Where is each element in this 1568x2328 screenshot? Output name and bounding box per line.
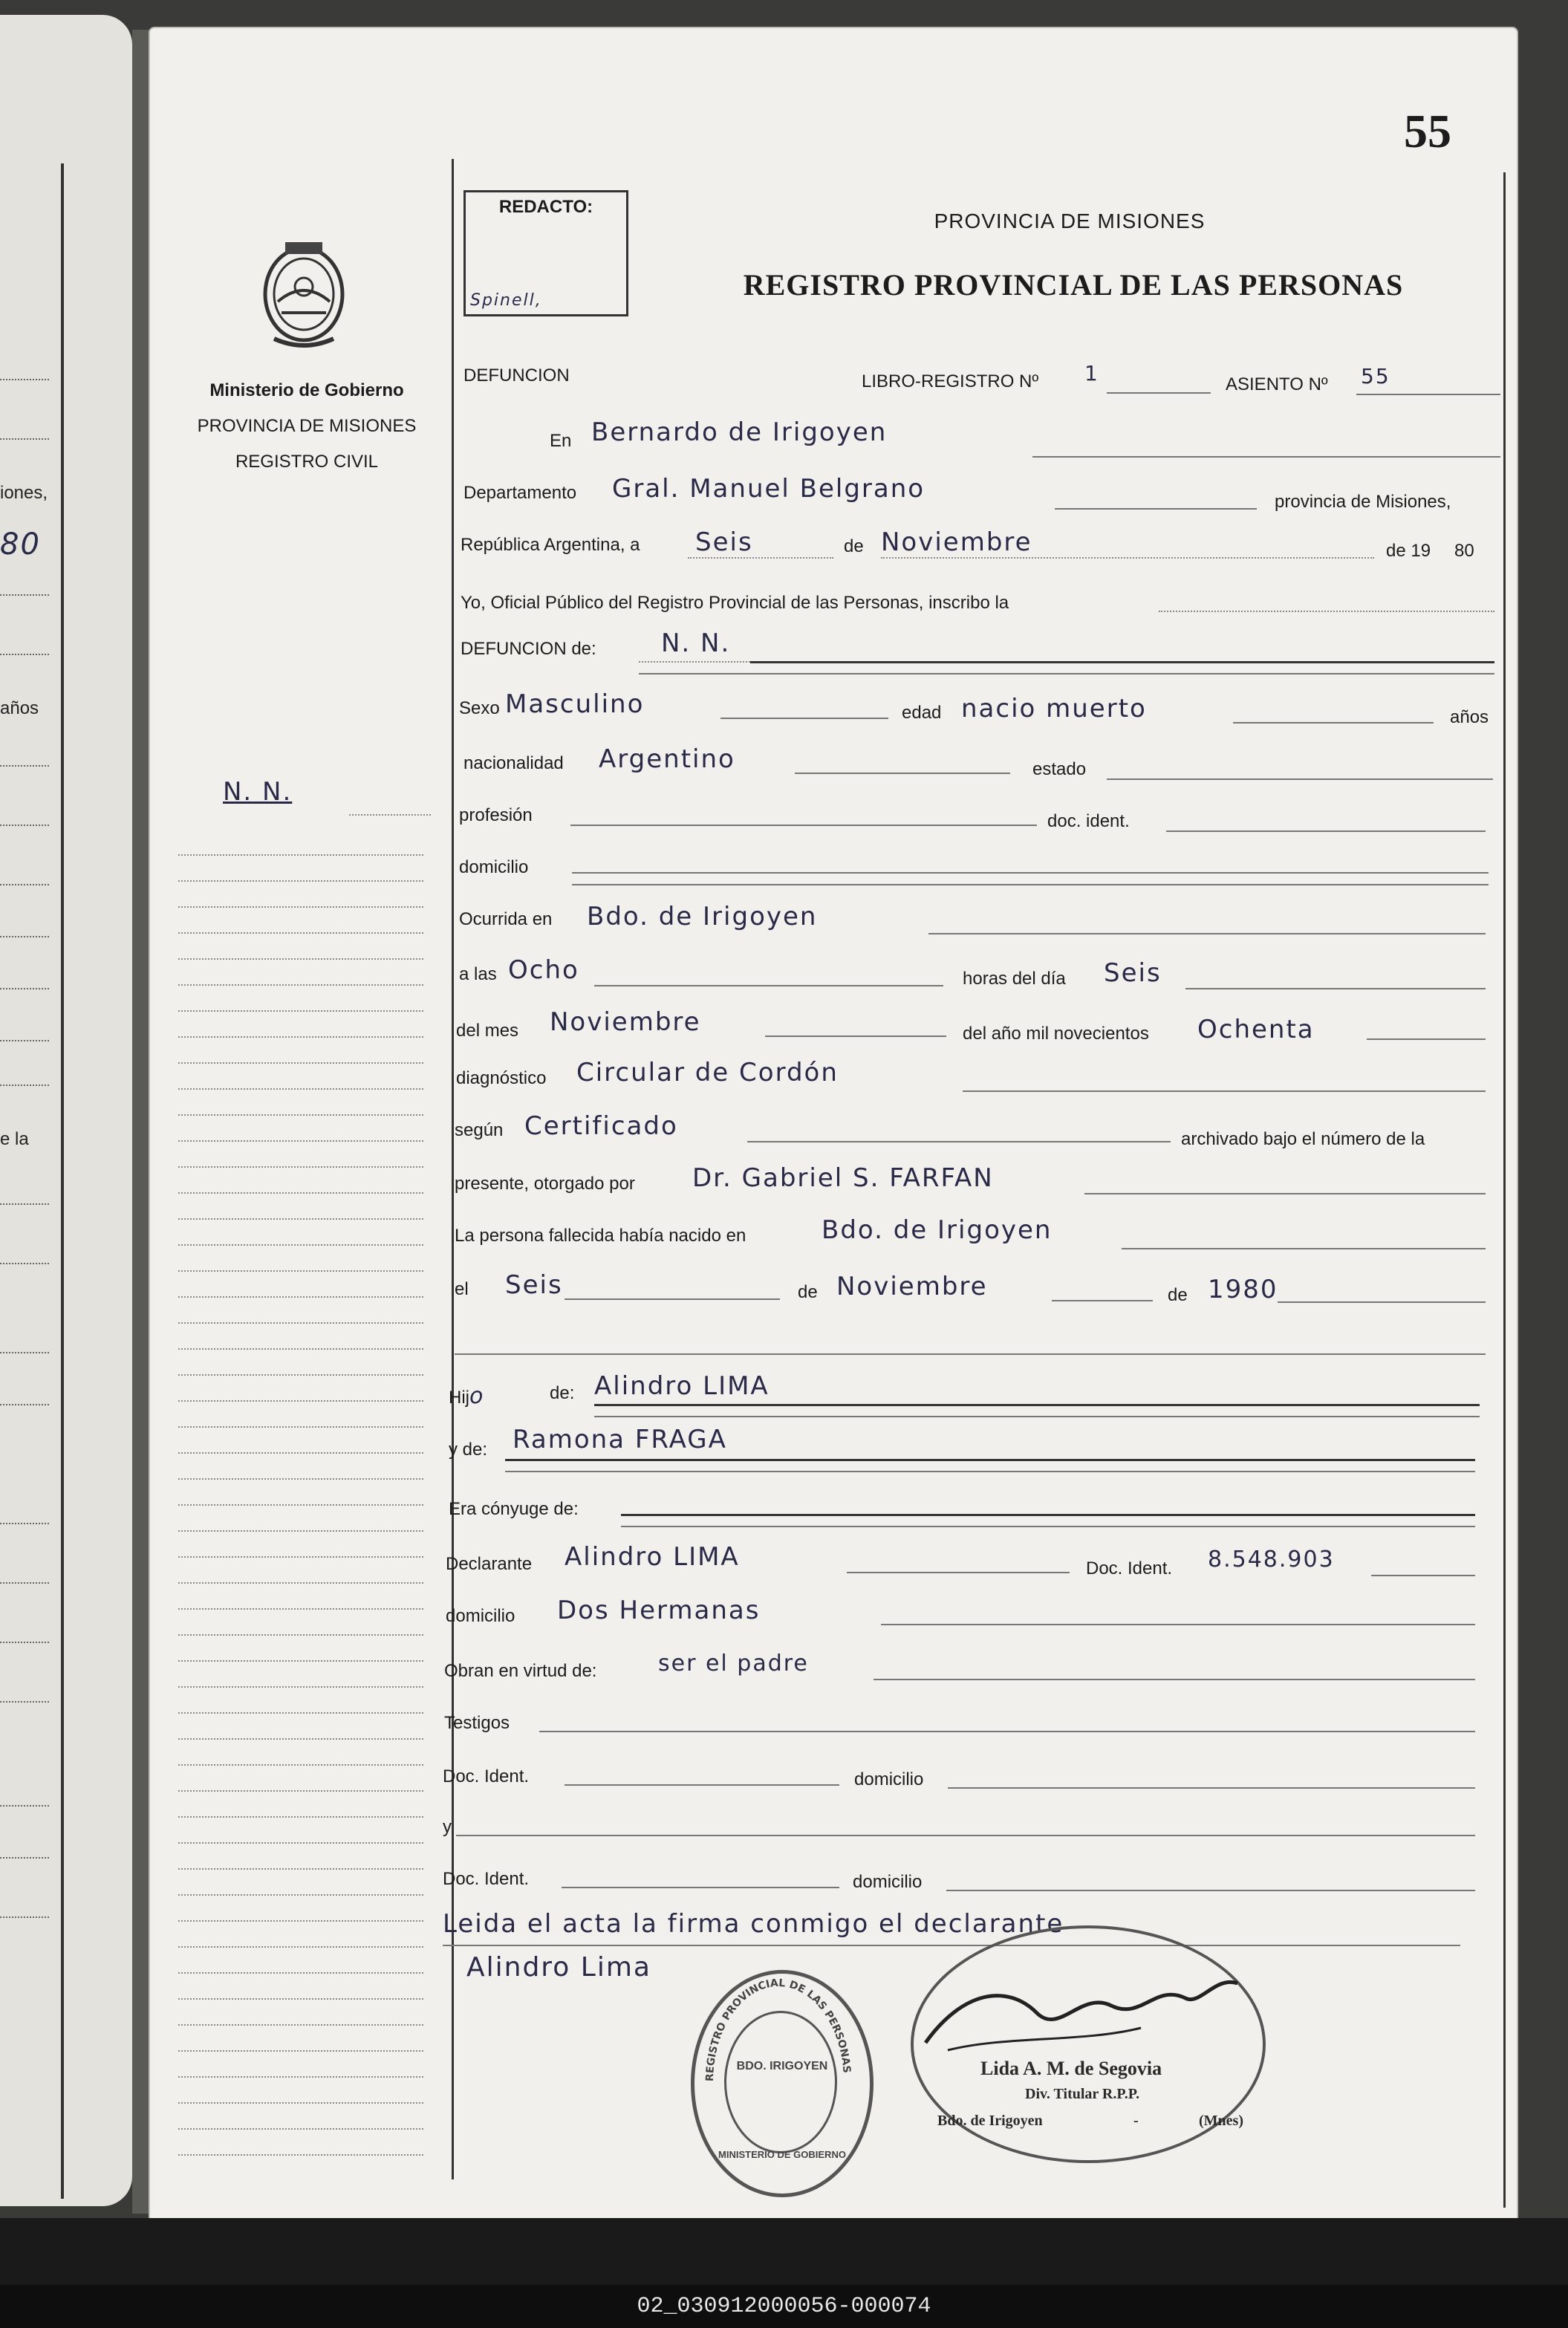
segun-value: Certificado	[524, 1111, 678, 1141]
margin-dotted-line	[178, 1374, 423, 1376]
left-facing-page	[0, 15, 132, 2206]
redacto-box	[463, 190, 628, 316]
el-de-label-2: de	[1168, 1285, 1188, 1305]
margin-dotted-line	[178, 880, 423, 882]
edad-line	[1233, 722, 1434, 724]
margin-dots	[349, 814, 431, 816]
left-page-line	[0, 1857, 49, 1859]
margin-dotted-line	[178, 2076, 423, 2078]
departamento-value: Gral. Manuel Belgrano	[612, 474, 925, 504]
margin-dotted-line	[178, 1530, 423, 1532]
asiento-line	[1356, 394, 1500, 395]
left-page-line	[0, 379, 49, 380]
archivado-label: archivado bajo el número de la	[1181, 1129, 1425, 1149]
el-year-line	[1278, 1301, 1486, 1303]
a-las-value: Ocho	[508, 955, 579, 985]
diagnostico-value: Circular de Cordón	[576, 1058, 839, 1087]
left-page-line	[0, 1404, 49, 1405]
nacionalidad-line	[795, 773, 1010, 774]
declarante-doc-label: Doc. Ident.	[1086, 1558, 1173, 1578]
t2-dom-line	[946, 1890, 1475, 1891]
oficial-line	[1159, 611, 1494, 612]
defuncion-de-line-2	[639, 673, 1494, 674]
doc-ident-label: doc. ident.	[1047, 811, 1130, 831]
edad-label: edad	[902, 703, 942, 723]
del-ano-label: del año mil novecientos	[963, 1024, 1149, 1044]
declarante-dom-line	[881, 1624, 1475, 1625]
margin-dotted-line	[178, 1010, 423, 1012]
diagnostico-label: diagnóstico	[456, 1068, 547, 1088]
hijo-de-value: Alindro LIMA	[594, 1371, 770, 1401]
declarante-doc-value: 8.548.903	[1208, 1547, 1335, 1573]
ministry-name: Ministerio de Gobierno	[209, 380, 404, 400]
y-de-label: y de:	[449, 1440, 488, 1460]
sexo-label: Sexo	[459, 698, 500, 718]
departamento-label: Departamento	[463, 483, 577, 503]
el-month-value: Noviembre	[836, 1272, 988, 1301]
hijo-de-label: de:	[550, 1383, 575, 1403]
seal-bottom-text: MINISTERIO DE GOBIERNO	[718, 2149, 846, 2160]
declarante-dom-value: Dos Hermanas	[557, 1596, 761, 1625]
margin-dotted-line	[178, 1270, 423, 1272]
el-value: Seis	[505, 1270, 563, 1300]
domicilio-line	[572, 872, 1489, 874]
declarante-signature: Alindro Lima	[466, 1952, 651, 1983]
margin-dotted-line	[178, 1790, 423, 1792]
obran-label: Obran en virtud de:	[444, 1661, 597, 1681]
left-page-line	[0, 825, 49, 826]
en-label: En	[550, 431, 572, 451]
horas-label: horas del día	[963, 969, 1066, 989]
margin-dotted-line	[178, 984, 423, 986]
horas-line	[1185, 988, 1486, 989]
day-value: Seis	[695, 527, 753, 557]
el-label: el	[455, 1279, 469, 1299]
stamp-line-1: Lida A. M. de Segovia	[980, 2058, 1162, 2079]
margin-dotted-line	[178, 1712, 423, 1714]
ocurrida-label: Ocurrida en	[459, 909, 553, 929]
seal-inner-ring	[724, 2011, 837, 2153]
blank-line	[455, 1353, 1486, 1355]
margin-dotted-line	[178, 1556, 423, 1558]
margin-dotted-line	[178, 1348, 423, 1350]
left-page-line	[0, 1263, 49, 1264]
margin-dotted-line	[178, 1088, 423, 1090]
del-ano-line	[1367, 1038, 1486, 1040]
year-value: 80	[1454, 541, 1474, 561]
margin-dotted-line	[178, 1062, 423, 1064]
horas-value: Seis	[1104, 958, 1162, 988]
month-de-label: de	[844, 536, 864, 556]
official-signature-icon	[918, 1961, 1275, 2065]
seal-center-text: BDO. IRIGOYEN	[736, 2060, 828, 2072]
margin-dotted-line	[178, 1582, 423, 1584]
presente-value: Dr. Gabriel S. FARFAN	[692, 1163, 994, 1193]
y-de-line-2	[505, 1471, 1475, 1472]
margin-dotted-line	[178, 2102, 423, 2104]
presente-line	[1084, 1193, 1486, 1194]
margin-dotted-line	[178, 1868, 423, 1870]
t2-doc-line	[562, 1887, 839, 1888]
t2-doc-label: Doc. Ident.	[443, 1869, 530, 1889]
t1-dom-line	[948, 1787, 1475, 1789]
margin-dotted-line	[178, 1114, 423, 1116]
conyuge-line-2	[621, 1526, 1475, 1527]
day-line	[688, 557, 833, 559]
domicilio-line-2	[572, 884, 1489, 885]
margin-dotted-line	[178, 1426, 423, 1428]
left-page-line	[0, 1805, 49, 1807]
segun-label: según	[455, 1120, 504, 1140]
ocurrida-value: Bdo. de Irigoyen	[587, 902, 818, 931]
margin-dotted-line	[178, 1400, 423, 1402]
del-mes-line	[765, 1035, 946, 1037]
nacido-value: Bdo. de Irigoyen	[822, 1215, 1053, 1245]
margin-dotted-line	[178, 1998, 423, 2000]
left-page-rule	[61, 163, 64, 2199]
hijo-label-text: Hij	[449, 1388, 469, 1408]
ocurrida-line	[928, 933, 1486, 934]
margin-dotted-line	[178, 1478, 423, 1480]
obran-line	[874, 1679, 1475, 1680]
declarante-line	[847, 1572, 1070, 1573]
margin-dotted-line	[178, 1660, 423, 1662]
asiento-label: ASIENTO Nº	[1226, 374, 1328, 394]
defuncion-de-value: N. N.	[661, 628, 731, 658]
margin-dotted-line	[178, 1920, 423, 1922]
nacido-label: La persona fallecida había nacido en	[455, 1226, 746, 1246]
margin-dotted-line	[178, 1218, 423, 1220]
month-line	[881, 557, 1374, 559]
a-las-line	[594, 985, 943, 986]
left-page-line	[0, 1916, 49, 1918]
left-page-line	[0, 1523, 49, 1524]
del-mes-label: del mes	[456, 1021, 519, 1041]
libro-label: LIBRO-REGISTRO Nº	[862, 371, 1039, 391]
domicilio-label: domicilio	[459, 857, 529, 877]
left-page-line	[0, 1203, 49, 1205]
margin-dotted-line	[178, 1634, 423, 1636]
margin-dotted-line	[178, 2024, 423, 2026]
hijo-de-line	[594, 1404, 1480, 1406]
oficial-text: Yo, Oficial Público del Registro Provincial de las Personas, inscribo la	[461, 593, 1009, 613]
left-page-line	[0, 1701, 49, 1703]
y-de-value: Ramona FRAGA	[513, 1425, 727, 1454]
right-margin-rule	[1503, 172, 1506, 2208]
defuncion-de-dots	[639, 661, 750, 663]
a-las-label: a las	[459, 964, 497, 984]
hijo-label	[449, 1383, 484, 1409]
declarante-dom-label: domicilio	[446, 1606, 515, 1626]
nacionalidad-value: Argentino	[599, 744, 735, 774]
margin-dotted-line	[178, 1452, 423, 1454]
left-page-fragment: iones,	[0, 483, 48, 503]
margin-dotted-line	[178, 854, 423, 856]
defuncion-de-line	[750, 661, 1494, 663]
anos-label: años	[1450, 707, 1489, 727]
nacido-line	[1122, 1248, 1486, 1249]
margin-name: N. N.	[223, 777, 293, 807]
margin-dotted-line	[178, 1322, 423, 1324]
t2-dom-label: domicilio	[853, 1872, 923, 1892]
el-line	[565, 1298, 780, 1300]
en-line	[1032, 456, 1500, 458]
closing-line	[443, 1945, 1460, 1946]
margin-dotted-line	[178, 1816, 423, 1818]
provincia-suffix: provincia de Misiones,	[1275, 492, 1451, 512]
left-page-line	[0, 1352, 49, 1353]
page-number: 55	[1404, 105, 1451, 157]
image-id-footer: 02_030912000056-000074	[0, 2285, 1568, 2328]
y-label: y	[443, 1817, 452, 1837]
redacto-signature: Spinell,	[470, 291, 542, 310]
asiento-value: 55	[1361, 364, 1390, 388]
declarante-doc-line	[1371, 1575, 1475, 1576]
departamento-line	[1055, 508, 1257, 510]
stamp-line-3-sep: -	[1133, 2113, 1139, 2129]
margin-dotted-line	[178, 2050, 423, 2052]
stamp-line-2: Div. Titular R.P.P.	[1025, 2086, 1140, 2102]
header-province: PROVINCIA DE MISIONES	[934, 209, 1206, 233]
diagnostico-line	[963, 1090, 1486, 1092]
conyuge-line	[621, 1514, 1475, 1516]
margin-dotted-line	[178, 1296, 423, 1298]
t1-doc-line	[565, 1784, 839, 1786]
margin-dotted-line	[178, 906, 423, 908]
redacto-label: REDACTO:	[498, 197, 593, 217]
margin-dotted-line	[178, 1244, 423, 1246]
left-page-fragment: años	[0, 698, 39, 718]
libro-value: 1	[1084, 361, 1099, 386]
conyuge-label: Era cónyuge de:	[449, 1499, 579, 1519]
registry-title: REGISTRO PROVINCIAL DE LAS PERSONAS	[743, 268, 1404, 302]
left-page-fragment: e la	[0, 1129, 29, 1149]
left-page-line	[0, 438, 49, 440]
ministry-office: REGISTRO CIVIL	[235, 452, 379, 472]
sexo-line	[720, 718, 888, 719]
margin-dotted-line	[178, 958, 423, 960]
left-page-line	[0, 1642, 49, 1643]
margin-dotted-line	[178, 1946, 423, 1948]
t1-dom-label: domicilio	[854, 1769, 924, 1789]
el-year-value: 1980	[1208, 1275, 1278, 1304]
provincial-emblem-icon	[256, 235, 352, 354]
y-line	[456, 1835, 1475, 1836]
margin-dotted-line	[178, 1504, 423, 1506]
en-value: Bernardo de Irigoyen	[591, 417, 888, 447]
margin-dotted-line	[178, 932, 423, 934]
del-mes-value: Noviembre	[550, 1007, 701, 1037]
ministry-block	[169, 373, 444, 480]
month-value: Noviembre	[881, 527, 1032, 557]
margin-dotted-line	[178, 1036, 423, 1038]
left-page-fragment: 80	[0, 527, 41, 562]
margin-dotted-line	[178, 1166, 423, 1168]
margin-dotted-line	[178, 2154, 423, 2156]
obran-value: ser el padre	[658, 1651, 809, 1677]
libro-line	[1107, 392, 1211, 394]
defuncion-type-label: DEFUNCION	[463, 365, 570, 386]
stamp-line-3-right: (Mnes)	[1199, 2113, 1243, 2129]
sexo-value: Masculino	[505, 689, 645, 719]
margin-dotted-line	[178, 1842, 423, 1844]
y-de-line	[505, 1459, 1475, 1461]
margin-dotted-line	[178, 1738, 423, 1740]
margin-dotted-line	[178, 1894, 423, 1896]
el-month-line	[1052, 1300, 1153, 1301]
left-page-line	[0, 654, 49, 655]
republica-label: República Argentina, a	[461, 535, 640, 555]
scan-bottom-background	[0, 2218, 1568, 2285]
estado-line	[1107, 778, 1493, 780]
left-page-line	[0, 936, 49, 937]
margin-dotted-line	[178, 1608, 423, 1610]
segun-line	[747, 1141, 1171, 1142]
left-page-line	[0, 1040, 49, 1041]
margin-dotted-line	[178, 1192, 423, 1194]
left-page-line	[0, 988, 49, 989]
registry-seal	[691, 1970, 874, 2197]
doc-ident-line	[1166, 830, 1486, 832]
ministry-province: PROVINCIA DE MISIONES	[197, 416, 417, 436]
testigos-label: Testigos	[444, 1713, 510, 1733]
year-label: de 19	[1386, 541, 1431, 561]
t1-doc-label: Doc. Ident.	[443, 1766, 530, 1786]
hijo-suffix: o	[469, 1383, 485, 1409]
nacionalidad-label: nacionalidad	[463, 753, 564, 773]
left-page-line	[0, 765, 49, 767]
margin-dotted-line	[178, 1764, 423, 1766]
left-page-line	[0, 884, 49, 885]
hijo-de-line-2	[594, 1416, 1480, 1417]
margin-dotted-line	[178, 2128, 423, 2130]
left-page-line	[0, 1582, 49, 1584]
profesion-line	[570, 825, 1037, 826]
margin-dotted-line	[178, 1972, 423, 1974]
profesion-label: profesión	[459, 805, 533, 825]
left-page-line	[0, 1085, 49, 1086]
testigos-line	[539, 1731, 1475, 1732]
del-ano-value: Ochenta	[1197, 1015, 1315, 1044]
margin-dotted-line	[178, 1686, 423, 1688]
estado-label: estado	[1032, 759, 1087, 779]
closing-text: Leida el acta la firma conmigo el declarante	[443, 1909, 1064, 1939]
presente-label: presente, otorgado por	[455, 1174, 635, 1194]
el-de-label: de	[798, 1282, 818, 1302]
margin-dotted-line	[178, 1140, 423, 1142]
stamp-line-3-left: Bdo. de Irigoyen	[937, 2113, 1043, 2129]
declarante-label: Declarante	[446, 1554, 533, 1574]
declarante-value: Alindro LIMA	[565, 1542, 740, 1572]
left-page-line	[0, 594, 49, 596]
edad-value: nacio muerto	[961, 694, 1147, 724]
seal-ring-text: REGISTRO PROVINCIAL DE LAS PERSONAS	[703, 1977, 853, 2082]
defuncion-de-label: DEFUNCION de:	[461, 639, 596, 659]
